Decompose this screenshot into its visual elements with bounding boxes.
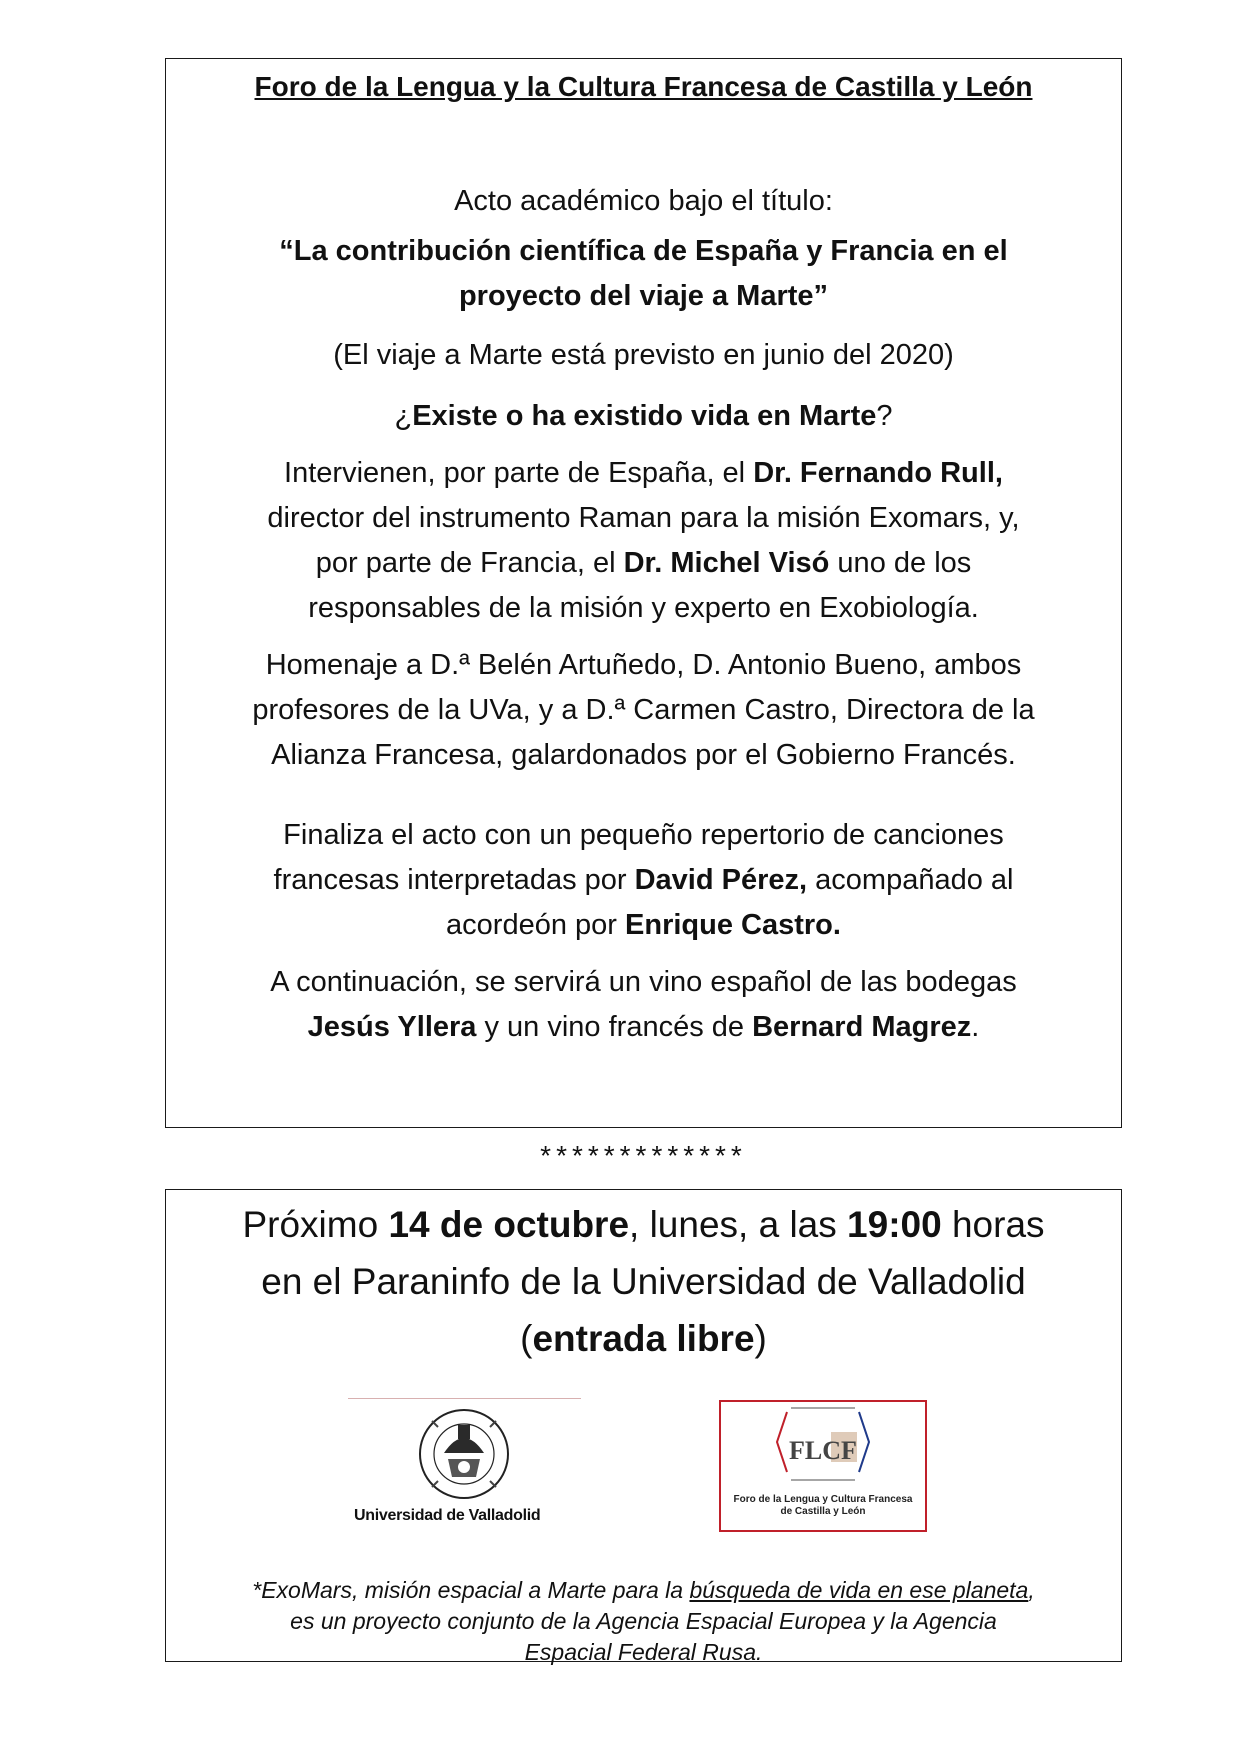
question — [166, 394, 1121, 439]
talk-title-line-2: proyecto del viaje a Marte” — [458, 280, 829, 312]
speakers-text: Intervienen, por parte de España, el — [284, 457, 754, 489]
uva-logo — [348, 1398, 581, 1537]
admission-open: ( — [520, 1318, 533, 1359]
admission — [166, 1310, 1121, 1367]
tribute-line: Alianza Francesa, galardonados por el Gobierno Francés. — [271, 739, 1016, 771]
admission-close: ) — [754, 1318, 767, 1359]
date-text: Próximo — [242, 1204, 389, 1245]
footnote-text: es un proyecto conjunto de la Agencia Espacial Europea y la Agencia — [290, 1608, 997, 1634]
speakers-text: responsables de la misión y experto en Exobiología. — [308, 592, 979, 624]
launch-note: (El viaje a Marte está previsto en junio del 2020) — [333, 339, 954, 371]
event-venue: en el Paraninfo de la Universidad de Valladolid — [261, 1261, 1026, 1302]
speakers-text: director del instrumento Raman para la misión Exomars, y, — [267, 502, 1020, 534]
speaker-viso: Dr. Michel Visó — [623, 547, 830, 579]
tribute-line: Homenaje a D.ª Belén Artuñedo, D. Antonio Bueno, ambos — [265, 649, 1022, 681]
event-description-box — [165, 58, 1122, 1128]
music-text: francesas interpretadas por — [273, 864, 635, 896]
wine-text: A continuación, se servirá un vino español de las bodegas — [270, 966, 1017, 998]
flcf-logo — [719, 1400, 927, 1532]
music-text: Finaliza el acto con un pequeño repertorio de canciones — [283, 819, 1004, 851]
music-text: acordeón por — [446, 909, 626, 941]
event-time: 19:00 — [847, 1204, 942, 1245]
forum-heading: Foro de la Lengua y la Cultura Francesa de Castilla y León — [254, 71, 1033, 102]
music-text: acompañado al — [807, 864, 1014, 896]
singer-name: David Pérez, — [634, 864, 808, 896]
event-date: 14 de octubre — [388, 1204, 630, 1245]
event-details-box — [165, 1189, 1122, 1665]
wine-paragraph — [166, 960, 1121, 1050]
music-paragraph — [166, 813, 1121, 948]
footnote-text: , — [1028, 1577, 1035, 1603]
question-open: ¿ — [394, 400, 413, 432]
talk-title-line-1: “La contribución científica de España y Francia en el — [279, 235, 1008, 267]
tribute-paragraph — [166, 643, 1121, 778]
footnote-text: Espacial Federal Rusa. — [524, 1639, 763, 1665]
date-text: , lunes, a las — [629, 1204, 848, 1245]
accordionist-name: Enrique Castro. — [625, 909, 841, 941]
admission-text: entrada libre — [532, 1318, 755, 1359]
tribute-line: profesores de la UVa, y a D.ª Carmen Castro, Directora de la — [252, 694, 1035, 726]
wine-text: . — [971, 1011, 980, 1043]
winery-magrez: Bernard Magrez — [752, 1011, 972, 1043]
winery-yllera: Jesús Yllera — [307, 1011, 477, 1043]
footnote-underlined: búsqueda de vida en ese planeta — [689, 1577, 1029, 1603]
speakers-text: por parte de Francia, el — [315, 547, 624, 579]
speaker-rull: Dr. Fernando Rull, — [753, 457, 1003, 489]
date-text: horas — [941, 1204, 1045, 1245]
question-close: ? — [876, 400, 893, 432]
question-text: Existe o ha existido vida en Marte — [412, 400, 877, 432]
footnote-text: *ExoMars, misión espacial a Marte para la — [252, 1577, 690, 1603]
flcf-caption: Foro de la Lengua y Cultura Francesa de Castilla y León — [733, 1494, 913, 1517]
speakers-paragraph — [166, 451, 1121, 631]
intro-text: Acto académico bajo el título: — [454, 185, 833, 217]
separator: ************* — [540, 1140, 747, 1171]
speakers-text: uno de los — [829, 547, 972, 579]
talk-title — [166, 229, 1121, 319]
wine-text: y un vino francés de — [476, 1011, 753, 1043]
flcf-mark: FLCF — [789, 1436, 857, 1465]
event-date-time — [166, 1196, 1121, 1253]
exomars-footnote — [166, 1575, 1121, 1668]
uva-logo-text: Universidad de Valladolid — [354, 1507, 541, 1524]
